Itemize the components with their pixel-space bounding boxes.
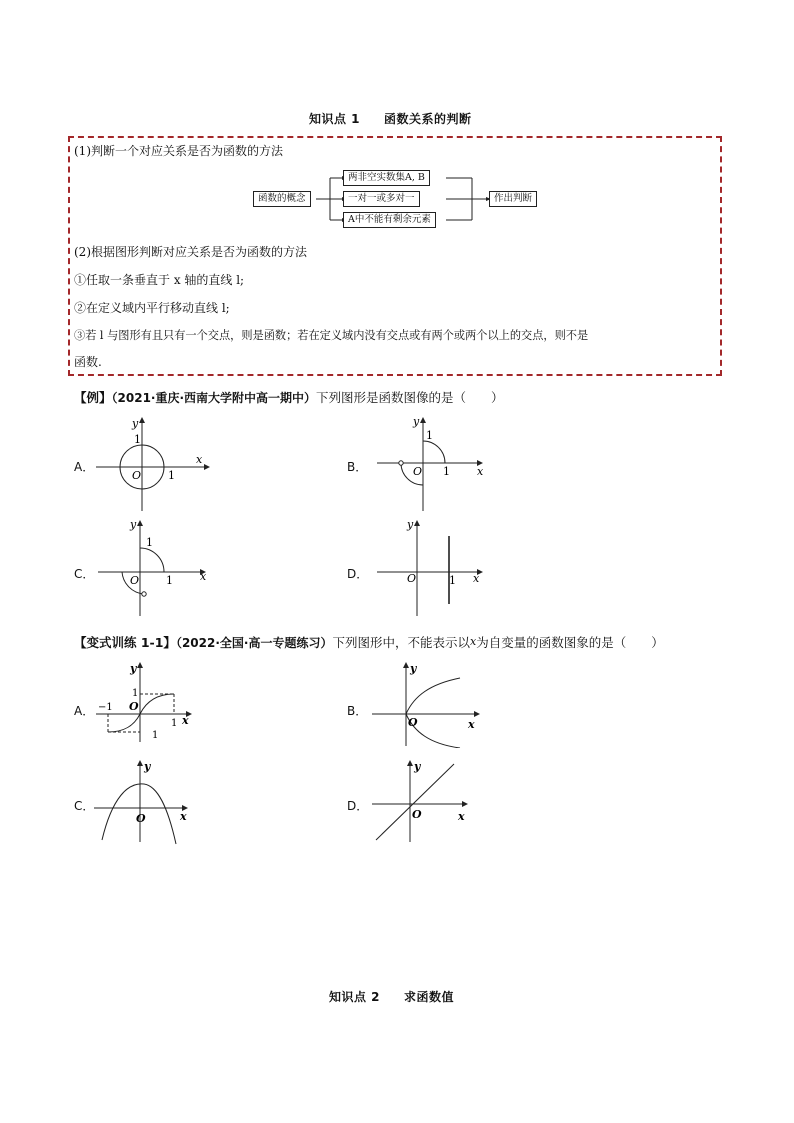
section-heading-1 — [309, 110, 472, 127]
example-graph-c — [96, 516, 216, 618]
box-step-3-cont: 函数. — [74, 355, 102, 369]
section-title: 求函数值 — [404, 990, 455, 1004]
variant-option-d[interactable]: D． — [347, 799, 369, 813]
variant-option-a[interactable]: A． — [74, 704, 95, 718]
tick-label-1: 1 — [443, 465, 450, 478]
box-step-3: ③若 l 与图形有且只有一个交点，则是函数；若在定义域内没有交点或有两个或两个以上的交点，则不是 — [74, 329, 589, 342]
section-title: 函数关系的判断 — [384, 112, 472, 126]
origin-label: O — [132, 469, 142, 482]
axis-label-x: x — [196, 453, 203, 466]
origin-label: O — [130, 574, 140, 587]
origin-label: O — [413, 465, 423, 478]
axis-label-x: x — [182, 714, 189, 727]
variant-graph-d — [370, 758, 480, 846]
tick-label-neg-1: −1 — [98, 702, 113, 713]
axis-label-y: y — [413, 415, 420, 428]
box-line-1: (1)判断一个对应关系是否为函数的方法 — [74, 144, 283, 158]
example-source: （2021·重庆·西南大学附中高一期中） — [111, 391, 317, 405]
tick-label-1: 1 — [168, 469, 175, 482]
axis-label-y: y — [130, 662, 137, 675]
tick-label-1: 1 — [171, 718, 178, 729]
origin-label: O — [408, 716, 418, 729]
origin-label: O — [412, 808, 422, 821]
axis-label-y: y — [144, 760, 151, 773]
tick-label-1: 1 — [134, 433, 141, 446]
section-heading-2 — [329, 988, 454, 1005]
axis-label-y: y — [410, 662, 417, 675]
flow-box-mapping: 一对一或多对一 — [343, 191, 420, 207]
example-option-c[interactable]: C． — [74, 567, 95, 581]
axis-label-x: x — [180, 810, 187, 823]
box-step-2: ②在定义域内平行移动直线 l; — [74, 301, 230, 315]
variant-text-b: 为自变量的函数图象的是（ ） — [476, 635, 664, 650]
variant-tag: 【变式训练 1-1】 — [74, 635, 176, 650]
variant-text-a: 下列图形中，不能表示以 — [332, 635, 470, 650]
example-graph-a — [92, 415, 212, 513]
flow-box-sets: 两非空实数集A, B — [343, 170, 430, 186]
origin-label: O — [136, 812, 146, 825]
variant-graph-c — [92, 758, 202, 846]
example-graph-d — [373, 516, 493, 618]
axis-label-x: x — [473, 572, 480, 585]
origin-label: O — [407, 572, 417, 585]
box-line-2: (2)根据图形判断对应关系是否为函数的方法 — [74, 245, 307, 259]
tick-label-1: 1 — [146, 536, 153, 549]
tick-label-1: 1 — [426, 429, 433, 442]
axis-label-x: x — [468, 718, 475, 731]
example-option-d[interactable]: D． — [347, 567, 369, 581]
tick-label-1: 1 — [449, 574, 456, 587]
box-step-1: ①任取一条垂直于 x 轴的直线 l; — [74, 273, 245, 287]
example-graph-b — [373, 415, 493, 513]
variant-graph-b — [370, 660, 486, 748]
section-number: 知识点 1 — [309, 112, 361, 126]
section-number: 知识点 2 — [329, 990, 381, 1004]
example-option-b[interactable]: B． — [347, 460, 368, 474]
origin-label: O — [129, 700, 139, 713]
axis-label-y: y — [132, 417, 139, 430]
variant-var: x — [469, 635, 477, 648]
flow-box-concept: 函数的概念 — [253, 191, 311, 207]
variant-question — [74, 633, 664, 651]
tick-label-1: 1 — [166, 574, 173, 587]
example-question — [74, 388, 504, 406]
flow-box-no-remainder: A中不能有剩余元素 — [343, 212, 436, 228]
flow-box-judge: 作出判断 — [489, 191, 537, 207]
tick-label-1: 1 — [132, 688, 139, 699]
axis-label-y: y — [414, 760, 421, 773]
example-option-a[interactable]: A． — [74, 460, 95, 474]
variant-source: （2022·全国·高一专题练习） — [175, 636, 333, 650]
axis-label-x: x — [458, 810, 465, 823]
variant-option-b[interactable]: B． — [347, 704, 368, 718]
variant-graph-a — [94, 660, 204, 744]
axis-label-x: x — [477, 465, 484, 478]
axis-label-y: y — [407, 518, 414, 531]
example-text: 下列图形是函数图像的是（ ） — [316, 390, 504, 405]
example-tag: 【例】 — [74, 390, 112, 405]
axis-label-y: y — [130, 518, 137, 531]
variant-option-c[interactable]: C． — [74, 799, 95, 813]
tick-label-1: 1 — [152, 730, 159, 741]
axis-label-x: x — [200, 570, 207, 583]
